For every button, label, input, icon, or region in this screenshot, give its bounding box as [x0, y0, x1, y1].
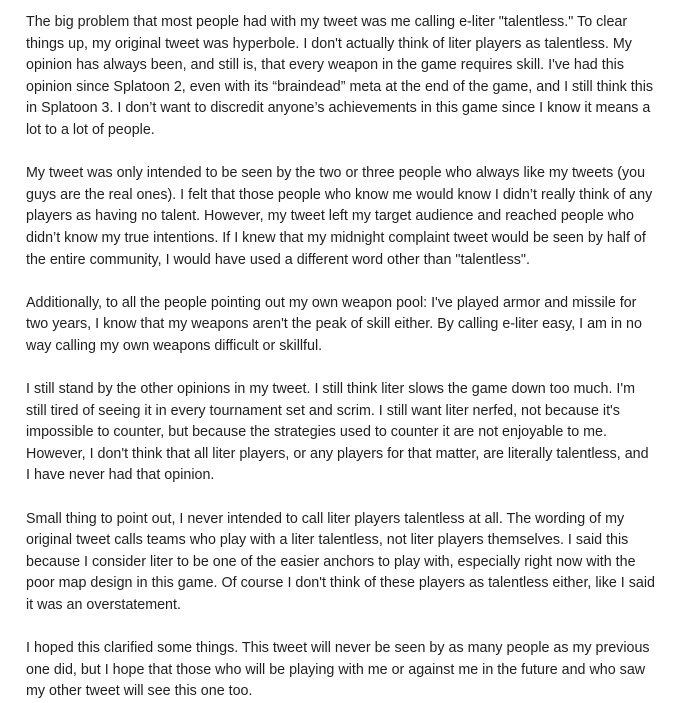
- paragraph-1: The big problem that most people had with my tweet was me calling e-liter "talentless." To clear things up, my original tweet was hyperbole. I don't actually think of liter players as talentless. My opinion has always been, and still is, that every weapon in the game requires skill. I've had this opinion since Splatoon 2, even with its “braindead” meta at the end of the game, and I still think this in Splatoon 3. I don’t want to discredit anyone’s achievements in this game since I know it means a lot to a lot of people.: [26, 14, 654, 138]
- paragraph-2: My tweet was only intended to be seen by the two or three people who always like my tweets (you guys are the real ones). I felt that those people who know me would know I didn’t really think of any players as having no talent. However, my tweet left my target audience and reached people who didn’t know my true intentions. If I knew that my midnight complaint tweet would be seen by half of the entire community, I would have used a different word other than "talentless".: [26, 165, 653, 268]
- paragraph-3: Additionally, to all the people pointing out my own weapon pool: I've played armor and missile for two years, I know that my weapons aren't the peak of skill either. By calling e-liter easy, I am in no way calling my own weapons difficult or skillful.: [26, 294, 642, 354]
- paragraph-4: I still stand by the other opinions in my tweet. I still think liter slows the game down too much. I'm still tired of seeing it in every tournament set and scrim. I still want liter nerfed, not because it's impossible to counter, but because the strategies used to counter it are not enjoyable to me. However, I don't think that all liter players, or any players for that matter, are literally talentless, and I have never had that opinion.: [26, 381, 649, 484]
- paragraph-6: I hoped this clarified some things. This tweet will never be seen by as many people as my previous one did, but I hope that those who will be playing with me or against me in the future and who saw my other tweet will see this one too.: [26, 640, 650, 700]
- paragraph-5: Small thing to point out, I never intended to call liter players talentless at all. The wording of my original tweet calls teams who play with a liter talentless, not liter players themselves. I said this because I consider liter to be one of the easier anchors to play with, especially right now with the poor map design in this game. Of course I don't think of these players as talentless either, like I said it was an overstatement.: [26, 510, 655, 614]
